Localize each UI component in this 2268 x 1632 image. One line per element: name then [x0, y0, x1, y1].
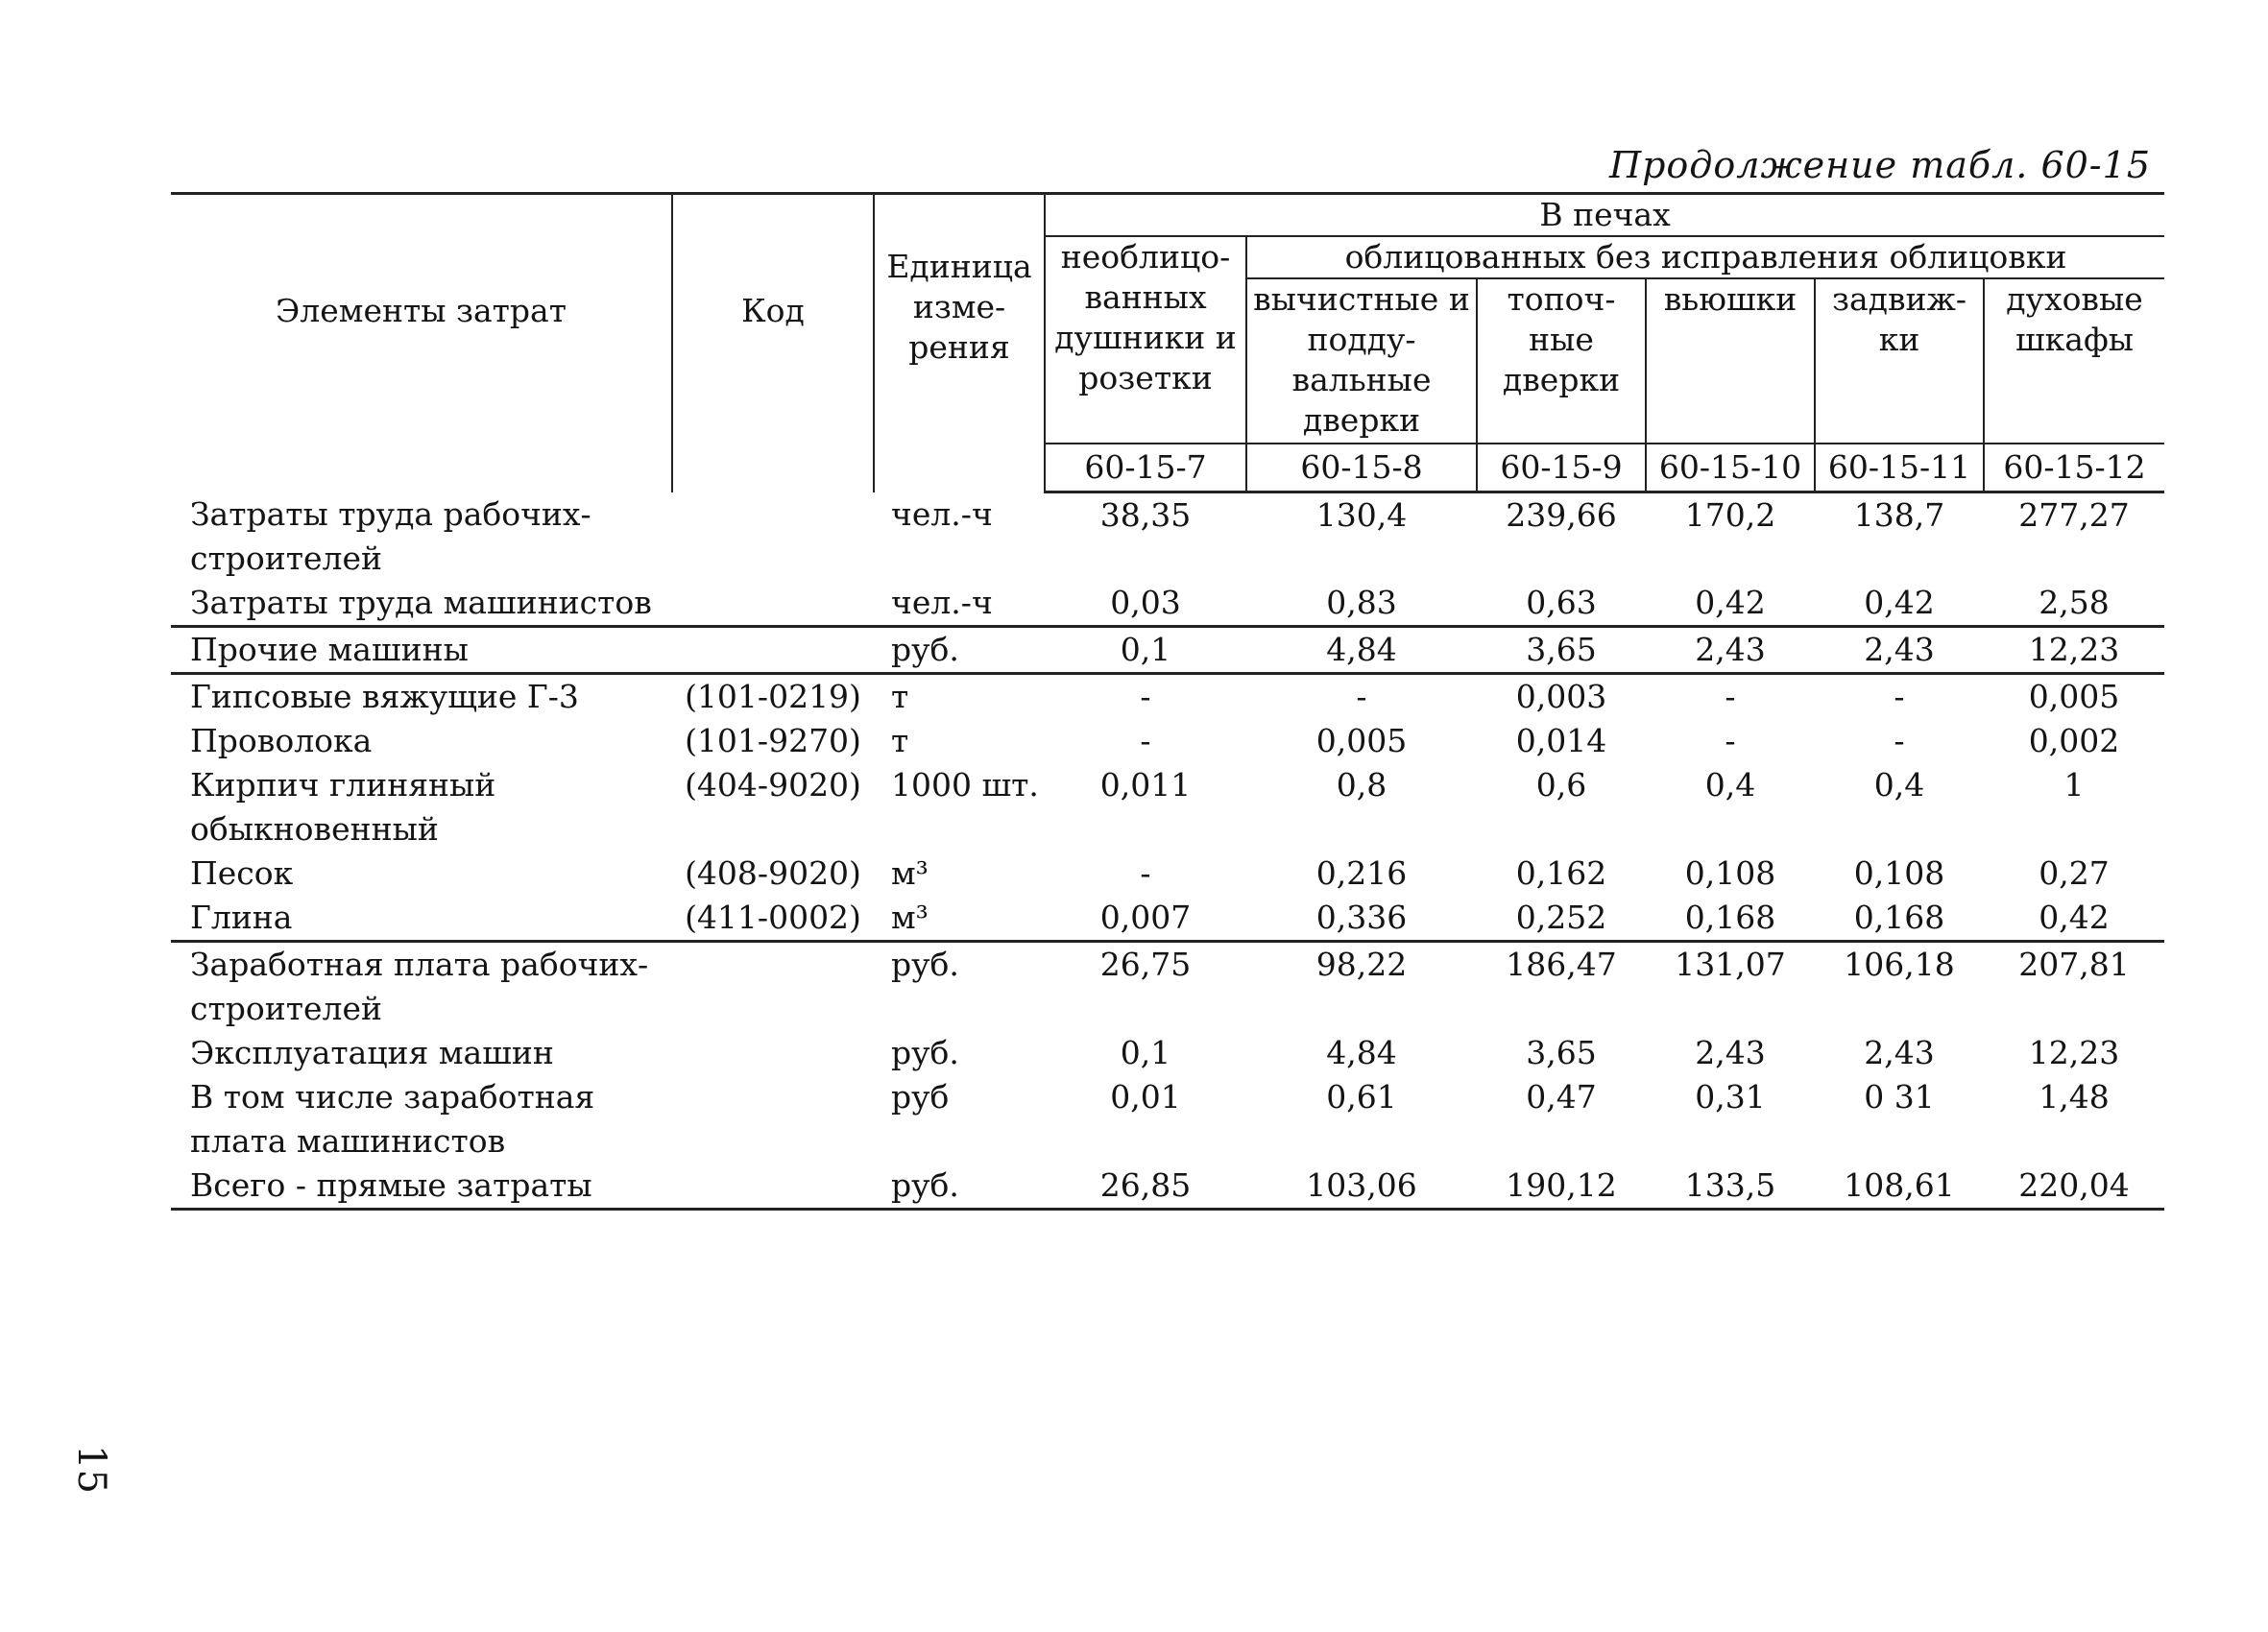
row-unit: чел.-ч — [891, 494, 993, 533]
table-row — [171, 626, 2164, 673]
row-value: 0,002 — [2028, 721, 2120, 759]
row-value: 0,003 — [1477, 673, 1646, 719]
header-elements: Элементы затрат — [171, 194, 672, 492]
header-in-ovens: В печах — [1045, 194, 2164, 237]
header-col-fire-doors: топоч- ные дверки — [1477, 278, 1646, 444]
row-value: 0,4 — [1873, 765, 1925, 804]
row-name: Прочие машины — [171, 626, 672, 673]
header-code-10: 60-15-10 — [1646, 444, 1815, 492]
row-value: 0,1 — [1045, 626, 1246, 673]
row-value: 4,84 — [1246, 626, 1477, 673]
row-value: 0,63 — [1526, 583, 1597, 621]
header-code-9: 60-15-9 — [1477, 444, 1646, 492]
row-value: 0,005 — [1984, 673, 2164, 719]
table-row — [171, 492, 2164, 581]
row-value: - — [1646, 673, 1815, 719]
row-code: (408-9020) — [685, 853, 861, 892]
row-value: 207,81 — [1984, 941, 2164, 1031]
header-col-cleaning-doors: вычистные и подду- вальные дверки — [1246, 278, 1477, 444]
row-value: 0,42 — [1695, 583, 1766, 621]
row-code: (101-9270) — [685, 721, 861, 759]
row-value: 0 31 — [1864, 1077, 1935, 1116]
row-value: 0,31 — [1695, 1077, 1766, 1116]
header-clad: облицованных без исправления облицовки — [1246, 236, 2164, 278]
header-row-1 — [171, 194, 2164, 237]
row-value: 26,75 — [1045, 941, 1246, 1031]
row-value: 103,06 — [1246, 1164, 1477, 1210]
row-code — [672, 1164, 874, 1210]
row-unit: руб. — [874, 626, 1045, 673]
page-number: 15 — [69, 1445, 113, 1494]
row-value: 2,43 — [1695, 1033, 1766, 1071]
row-value: 2,43 — [1864, 1033, 1935, 1071]
row-value: 0,4 — [1704, 765, 1756, 804]
row-unit: м³ — [891, 898, 929, 936]
row-code — [672, 492, 874, 581]
row-value: 4,84 — [1326, 1033, 1397, 1071]
row-value: - — [1246, 673, 1477, 719]
row-value: 0,216 — [1315, 853, 1408, 892]
row-value: - — [1894, 721, 1905, 759]
row-value: 0,108 — [1684, 853, 1776, 892]
row-name: Гипсовые вяжущие Г-3 — [171, 673, 672, 719]
row-value: 0,03 — [1110, 583, 1181, 621]
row-value: - — [1815, 673, 1984, 719]
row-value: - — [1140, 721, 1151, 759]
row-name: Заработная плата рабочих-строителей — [171, 941, 672, 1031]
row-value: 2,43 — [1815, 626, 1984, 673]
row-code: (101-0219) — [672, 673, 874, 719]
row-unit: чел.-ч — [891, 583, 993, 621]
row-value: 131,07 — [1646, 941, 1815, 1031]
row-value: 0,108 — [1853, 853, 1945, 892]
row-value: 0,011 — [1099, 765, 1192, 804]
row-value: 277,27 — [2018, 496, 2130, 534]
row-value: 1,48 — [2039, 1077, 2110, 1116]
row-value: 0,168 — [1853, 898, 1945, 936]
row-name: Песок — [190, 853, 294, 892]
row-value: 0,014 — [1515, 721, 1607, 759]
table-row — [171, 719, 2164, 763]
row-unit: руб — [891, 1077, 950, 1116]
row-value: 0,61 — [1326, 1077, 1397, 1116]
header-col-ovens: духовые шкафы — [1984, 278, 2164, 444]
row-value: - — [1725, 721, 1736, 759]
table-row — [171, 941, 2164, 1031]
row-unit: т — [891, 721, 909, 759]
row-code: (411-0002) — [685, 898, 861, 936]
row-value: 108,61 — [1815, 1164, 1984, 1210]
row-value: 190,12 — [1477, 1164, 1646, 1210]
row-name: Эксплуатация машин — [190, 1033, 554, 1071]
table-row — [171, 1031, 2164, 1075]
row-value: 133,5 — [1646, 1164, 1815, 1210]
row-value: 138,7 — [1853, 496, 1945, 534]
row-value: 2,58 — [2039, 583, 2110, 621]
row-value: 2,43 — [1646, 626, 1815, 673]
row-value: 0,336 — [1315, 898, 1408, 936]
row-unit: руб. — [874, 941, 1045, 1031]
row-value: - — [1140, 853, 1151, 892]
row-value: 0,005 — [1315, 721, 1408, 759]
row-unit: руб. — [891, 1033, 959, 1071]
header-unit: Единица изме- рения — [874, 194, 1045, 492]
row-value: 130,4 — [1315, 496, 1408, 534]
row-unit: т — [874, 673, 1045, 719]
row-value: 12,23 — [1984, 626, 2164, 673]
header-col-dampers: вьюшки — [1646, 278, 1815, 444]
row-value: 0,162 — [1515, 853, 1607, 892]
row-value: 12,23 — [2028, 1033, 2120, 1071]
row-value: 106,18 — [1815, 941, 1984, 1031]
row-value: 38,35 — [1099, 496, 1192, 534]
row-unit: м³ — [891, 853, 929, 892]
row-name: Глина — [190, 898, 293, 936]
table-row — [171, 673, 2164, 719]
row-code: (404-9020) — [685, 765, 861, 804]
row-unit: руб. — [874, 1164, 1045, 1210]
row-value: 220,04 — [1984, 1164, 2164, 1210]
table-caption: Продолжение табл. 60-15 — [1608, 144, 2151, 186]
row-code — [672, 626, 874, 673]
row-value: 0,252 — [1515, 898, 1607, 936]
header-code: Код — [672, 194, 874, 492]
row-value: - — [1045, 673, 1246, 719]
row-value: 0,007 — [1099, 898, 1192, 936]
row-value: 0,01 — [1110, 1077, 1181, 1116]
header-code-7: 60-15-7 — [1045, 444, 1246, 492]
table-row — [171, 763, 2164, 852]
header-col-gates: задвиж- ки — [1815, 278, 1984, 444]
row-code — [672, 941, 874, 1031]
row-name: Проволока — [190, 721, 373, 759]
row-value: 239,66 — [1506, 496, 1617, 534]
row-value: 1 — [2063, 765, 2085, 804]
row-name: Всего - прямые затраты — [171, 1164, 672, 1210]
row-value: 0,8 — [1336, 765, 1387, 804]
row-value: 0,6 — [1535, 765, 1587, 804]
row-code — [672, 1031, 874, 1075]
row-name: Кирпич глиняный обыкновенный — [190, 765, 496, 848]
header-code-11: 60-15-11 — [1815, 444, 1984, 492]
row-name: Затраты труда рабочих- строителей — [190, 494, 591, 577]
row-value: 0,83 — [1326, 583, 1397, 621]
table-row — [171, 1075, 2164, 1164]
row-code — [672, 1075, 874, 1164]
row-code — [672, 581, 874, 627]
row-value: 0,27 — [2039, 853, 2110, 892]
row-value: 98,22 — [1246, 941, 1477, 1031]
row-value: 3,65 — [1477, 626, 1646, 673]
row-value: 186,47 — [1477, 941, 1646, 1031]
row-value: 3,65 — [1526, 1033, 1597, 1071]
row-unit: 1000 шт. — [891, 765, 1039, 804]
row-name: В том числе заработная плата машинистов — [190, 1077, 595, 1160]
table-row — [171, 1164, 2164, 1210]
row-value: 0,168 — [1684, 898, 1776, 936]
header-code-8: 60-15-8 — [1246, 444, 1477, 492]
row-value: 170,2 — [1684, 496, 1776, 534]
row-value: 26,85 — [1045, 1164, 1246, 1210]
header-code-12: 60-15-12 — [1984, 444, 2164, 492]
table-row — [171, 852, 2164, 896]
row-value: 0,42 — [2039, 898, 2110, 936]
row-value: 0,1 — [1120, 1033, 1171, 1071]
row-value: 0,47 — [1526, 1077, 1597, 1116]
row-value: 0,42 — [1864, 583, 1935, 621]
table-row — [171, 581, 2164, 627]
header-unclad: необлицо- ванных душники и розетки — [1045, 236, 1246, 444]
cost-table — [171, 192, 2164, 1211]
row-name: Затраты труда машинистов — [190, 583, 652, 621]
table-row — [171, 896, 2164, 942]
